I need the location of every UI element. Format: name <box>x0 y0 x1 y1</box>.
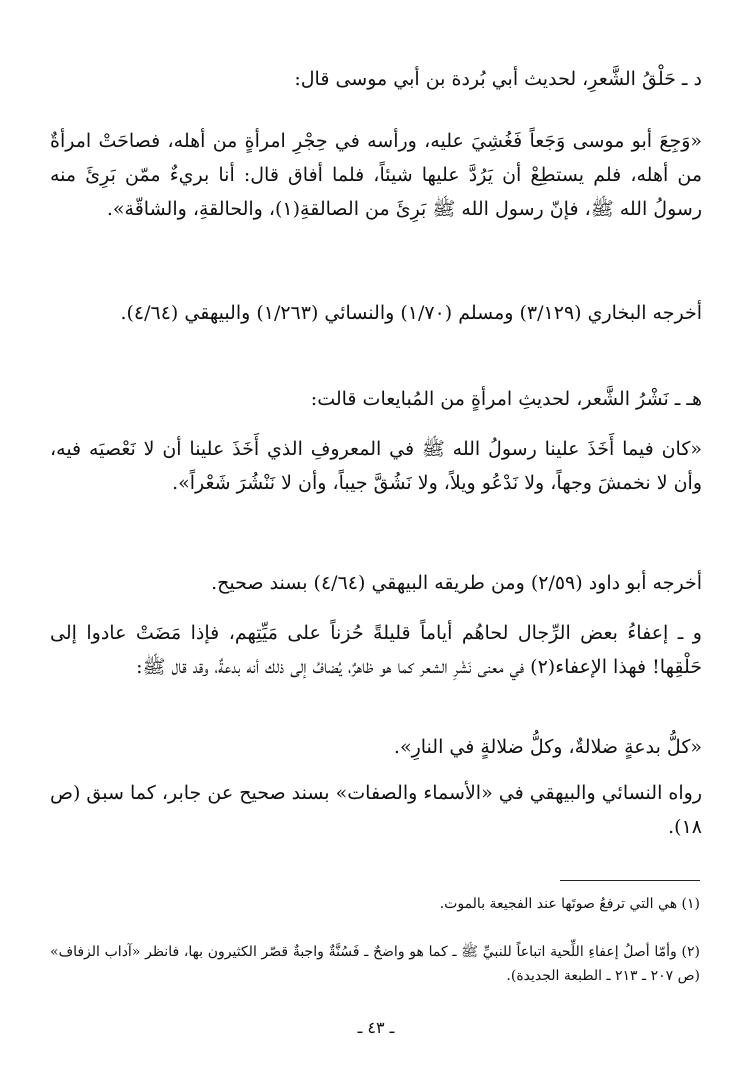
section-d-heading: د ـ حَلْقُ الشَّعرِ، لحديث أبي بُردة بن أبي موسى قال: <box>294 68 702 90</box>
section-w-source: رواه النسائي والبيهقي في «الأسماء والصفات» بسند صحيح عن جابر، كما سبق (ص ١٨). <box>50 782 702 838</box>
section-h-heading: هـ ـ نَشْرُ الشَّعر، لحديثِ امرأةٍ من المُبايعات قالت: <box>310 388 702 410</box>
footnote-2: (٢) وأمّا أصلُ إعفاءِ اللِّحية اتباعاً للنبيِّ ﷺ ـ كما هو واضحٌ ـ فَسُنَّةٌ واجبةٌ قصّر الكثيرون بها، فانظر «آداب الزفاف» (ص ٢٠٧ ـ ٢١٣ ـ الطبعة الجديدة). <box>50 944 700 984</box>
section-w-text: و ـ إعفاءُ بعض الرِّجال لحاهُم أياماً قليلةً حُزناً على مَيِّتِهم، فإذا مَضَتْ عادوا إلى حَلْقِها! فهذا الإعفاء(٢) في معنى نَشْرِ الشعر كما هو ظاهرٌ، يُضافُ إلى ذلك أنه بدعةٌ، وقد قال ﷺ: <box>50 622 702 678</box>
footnote-1: (١) هي التي ترفعُ صوتَها عند الفجيعة بالموت. <box>439 896 700 912</box>
section-w-hadith: «كلُّ بدعةٍ ضلالةٌ، وكلُّ ضلالةٍ في النارِ». <box>393 736 702 758</box>
page-number: ـ ٤٣ ـ <box>357 1018 395 1037</box>
footnote-divider <box>560 880 700 881</box>
section-d-hadith: «وَجِعَ أبو موسى وَجَعاً فَغُشِيَ عليه، ورأسه في حِجْرِ امرأةٍ من أهله، فصاحَتْ امرأةٌ من أهله، فلم يستطِعْ أن يَرُدَّ عليها شيئاً، فلما أفاق قال: أنا بريءٌ ممّن بَرِئَ منه رسولُ الله ﷺ، فإنّ رسول الله ﷺ بَرِئَ من الصالقةِ(١)، والحالقةِ، والشاقّة». <box>50 130 703 220</box>
section-h-hadith: «كان فيما أَخَذَ علينا رسولُ الله ﷺ في المعروفِ الذي أَخَذَ علينا أن لا نَعْصيَه فيه، وأن لا نخمشَ وجهاً، ولا نَدْعُو ويلاً، ولا نَشُقَّ جيباً، وأن لا نَنْشُرَ شَعْراً». <box>50 438 702 494</box>
section-h-source: أخرجه أبو داود (٢/٥٩) ومن طريقه البيهقي (٤/٦٤) بسند صحيح. <box>211 572 702 594</box>
section-d-source: أخرجه البخاري (٣/١٢٩) ومسلم (١/٧٠) والنسائي (١/٢٦٣) والبيهقي (٤/٦٤). <box>120 302 702 324</box>
